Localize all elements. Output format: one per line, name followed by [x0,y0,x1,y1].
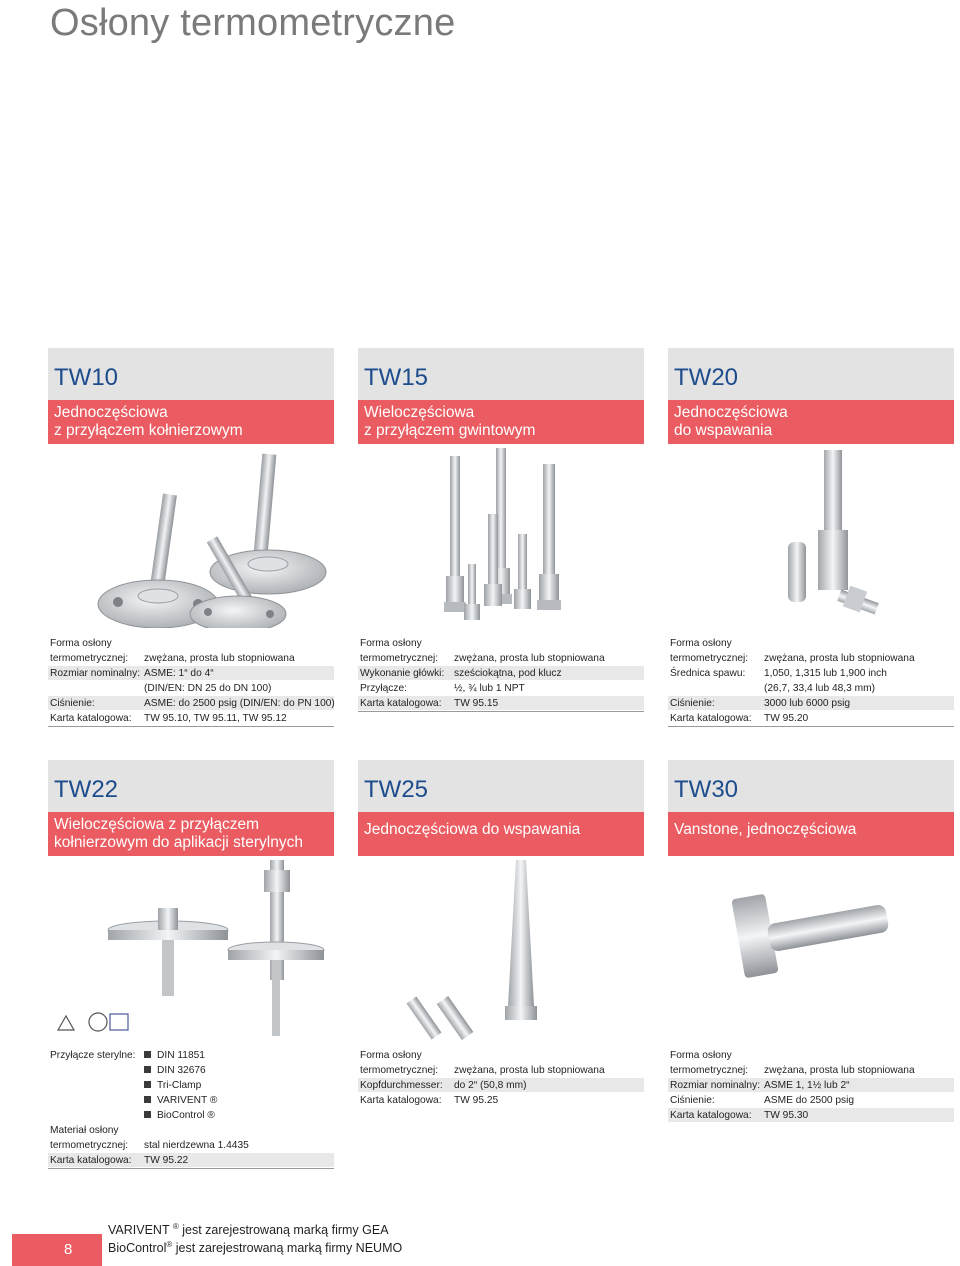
subtitle-line: Vanstone, jednoczęściowa [674,821,857,838]
spec-key: termometrycznej: [670,653,749,664]
page-number-box [12,1234,102,1266]
product-code: TW20 [674,364,739,391]
subtitle-line: Wieloczęściowa z przyłączem [54,816,259,833]
footnote-varivent [108,1222,389,1237]
product-code: TW30 [674,776,739,803]
footnote-text: jest zarejestrowaną marką firmy NEUMO [175,1241,403,1256]
spec-value: ASME: 1“ do 4“ [144,668,214,679]
spec-key: Karta katalogowa: [50,713,132,724]
spec-row [48,681,334,696]
spec-key: Przyłącze: [360,683,407,694]
footnote-brand: VARIVENT [108,1223,170,1238]
spec-key: termometrycznej: [360,1065,439,1076]
subtitle-line: Jednoczęściowa [674,404,788,421]
subtitle-line: z przyłączem gwintowym [364,422,536,439]
spec-value: zwężana, prosta lub stopniowana [454,653,605,664]
spec-value: Tri-Clamp [157,1080,202,1091]
spec-row [358,651,644,666]
spec-value: TW 95.25 [454,1095,499,1106]
spec-table [48,636,334,727]
spec-value: 3000 lub 6000 psig [764,698,851,709]
spec-key: Średnica spawu: [670,668,746,679]
spec-value: ASME: do 2500 psig (DIN/EN: do PN 100) [144,698,335,709]
product-code: TW25 [364,776,429,803]
spec-value: ASME do 2500 psig [764,1095,855,1106]
spec-key: Karta katalogowa: [670,1110,752,1121]
spec-table [358,1048,644,1108]
spec-row [48,636,334,651]
spec-value: zwężana, prosta lub stopniowana [454,1065,605,1076]
card-header [48,348,334,400]
spec-key: Forma osłony [50,638,112,649]
spec-row [668,1063,954,1078]
divider [358,711,644,712]
spec-table [48,1048,334,1169]
spec-key: Karta katalogowa: [360,1095,442,1106]
footnote-brand: BioControl [108,1241,167,1256]
spec-key: termometrycznej: [360,653,439,664]
page-footer [0,1218,960,1266]
spec-row [48,711,334,726]
spec-row [668,711,954,726]
spec-row [668,1078,954,1093]
spec-value: sześciokątna, pod klucz [454,668,562,679]
spec-table [668,1048,954,1123]
spec-row [668,681,954,696]
spec-key: Forma osłony [670,1050,732,1061]
product-code: TW10 [54,364,119,391]
spec-row [358,666,644,681]
divider [48,1168,334,1169]
subtitle-line: do wspawania [674,422,773,439]
spec-row [668,1108,954,1123]
page-title: Osłony termometryczne [50,2,456,44]
product-subtitle [48,400,334,444]
spec-key: Karta katalogowa: [360,698,442,709]
product-code: TW22 [54,776,119,803]
registered-mark: ® [172,1222,179,1231]
card-header [48,760,334,812]
spec-row [668,636,954,651]
subtitle-line: z przyłączem kołnierzowym [54,422,243,439]
spec-key: Karta katalogowa: [670,713,752,724]
spec-row [358,696,644,711]
spec-row [668,1048,954,1063]
spec-key: Forma osłony [360,1050,422,1061]
spec-row [668,651,954,666]
spec-value: BioControl ® [157,1110,215,1121]
spec-value: VARIVENT ® [157,1095,218,1106]
spec-row [48,696,334,711]
subtitle-line: Jednoczęściowa do wspawania [364,821,581,838]
subtitle-line: kołnierzowym do aplikacji sterylnych [54,834,303,851]
spec-key: Rozmiar nominalny: [50,668,141,679]
spec-row [48,1138,334,1153]
spec-key: Ciśnienie: [50,698,95,709]
product-subtitle [358,812,644,856]
spec-value: TW 95.15 [454,698,499,709]
spec-row [358,1078,644,1093]
spec-key: Kopfdurchmesser: [360,1080,443,1091]
product-subtitle [358,400,644,444]
product-code: TW15 [364,364,429,391]
product-subtitle [668,400,954,444]
weld-in-tapered-thermowell-photo [358,856,644,1040]
spec-row [48,1153,334,1168]
spec-key: Wykonanie główki: [360,668,445,679]
spec-value: TW 95.20 [764,713,809,724]
spec-value: TW 95.22 [144,1155,189,1166]
footnote-text: jest zarejestrowaną marką firmy GEA [182,1223,389,1238]
bullet-icon [144,1081,151,1088]
spec-key: Forma osłony [360,638,422,649]
spec-row [48,1063,334,1078]
spec-value: 1,050, 1,315 lub 1,900 inch [764,668,887,679]
spec-value: (26,7, 33,4 lub 48,3 mm) [764,683,875,694]
divider [48,726,334,727]
spec-table [668,636,954,727]
spec-row [358,1093,644,1108]
threaded-thermowell-photo [358,444,644,628]
card-header [668,348,954,400]
spec-key: termometrycznej: [50,653,129,664]
card-header [358,760,644,812]
vanstone-thermowell-photo [668,856,954,1040]
spec-value: TW 95.30 [764,1110,809,1121]
card-header [668,760,954,812]
subtitle-line: Jednoczęściowa [54,404,168,421]
spec-value: DIN 11851 [157,1050,205,1061]
footnote-biocontrol [108,1240,402,1255]
bullet-icon [144,1066,151,1073]
spec-value: TW 95.10, TW 95.11, TW 95.12 [144,713,287,724]
spec-value: stal nierdzewna 1.4435 [144,1140,249,1151]
spec-row [48,1048,334,1063]
spec-key: Karta katalogowa: [50,1155,132,1166]
sterile-thermowell-photo [48,856,334,1040]
spec-key: Forma osłony [670,638,732,649]
spec-value: do 2“ (50,8 mm) [454,1080,527,1091]
weld-in-thermowell-photo [668,444,954,628]
subtitle-line: Wieloczęściowa [364,404,475,421]
spec-row [668,1093,954,1108]
spec-key: termometrycznej: [670,1065,749,1076]
card-header [358,348,644,400]
spec-row [358,1048,644,1063]
spec-row [48,1123,334,1138]
spec-row [668,696,954,711]
spec-key: Materiał osłony [50,1125,119,1136]
spec-row [668,666,954,681]
page-number: 8 [64,1241,73,1258]
spec-value: ½, ¾ lub 1 NPT [454,683,525,694]
spec-value: (DIN/EN: DN 25 do DN 100) [144,683,272,694]
spec-key: Przyłącze sterylne: [50,1050,136,1061]
divider [668,726,954,727]
spec-value: ASME 1, 1½ lub 2“ [764,1080,850,1091]
spec-row [48,666,334,681]
spec-row [48,1078,334,1093]
spec-row [358,681,644,696]
bullet-icon [144,1111,151,1118]
spec-key: Ciśnienie: [670,698,715,709]
spec-row [48,651,334,666]
spec-row [358,636,644,651]
spec-value: zwężana, prosta lub stopniowana [144,653,295,664]
spec-row [48,1093,334,1108]
product-subtitle [48,812,334,856]
registered-mark: ® [166,1240,173,1249]
spec-value: zwężana, prosta lub stopniowana [764,1065,915,1076]
spec-key: termometrycznej: [50,1140,129,1151]
bullet-icon [144,1051,151,1058]
bullet-icon [144,1096,151,1103]
spec-row [48,1108,334,1123]
product-subtitle [668,812,954,856]
spec-value: zwężana, prosta lub stopniowana [764,653,915,664]
spec-key: Rozmiar nominalny: [670,1080,761,1091]
flanged-thermowell-photo [48,444,334,628]
spec-key: Ciśnienie: [670,1095,715,1106]
spec-value: DIN 32676 [157,1065,206,1076]
spec-table [358,636,644,712]
spec-row [358,1063,644,1078]
